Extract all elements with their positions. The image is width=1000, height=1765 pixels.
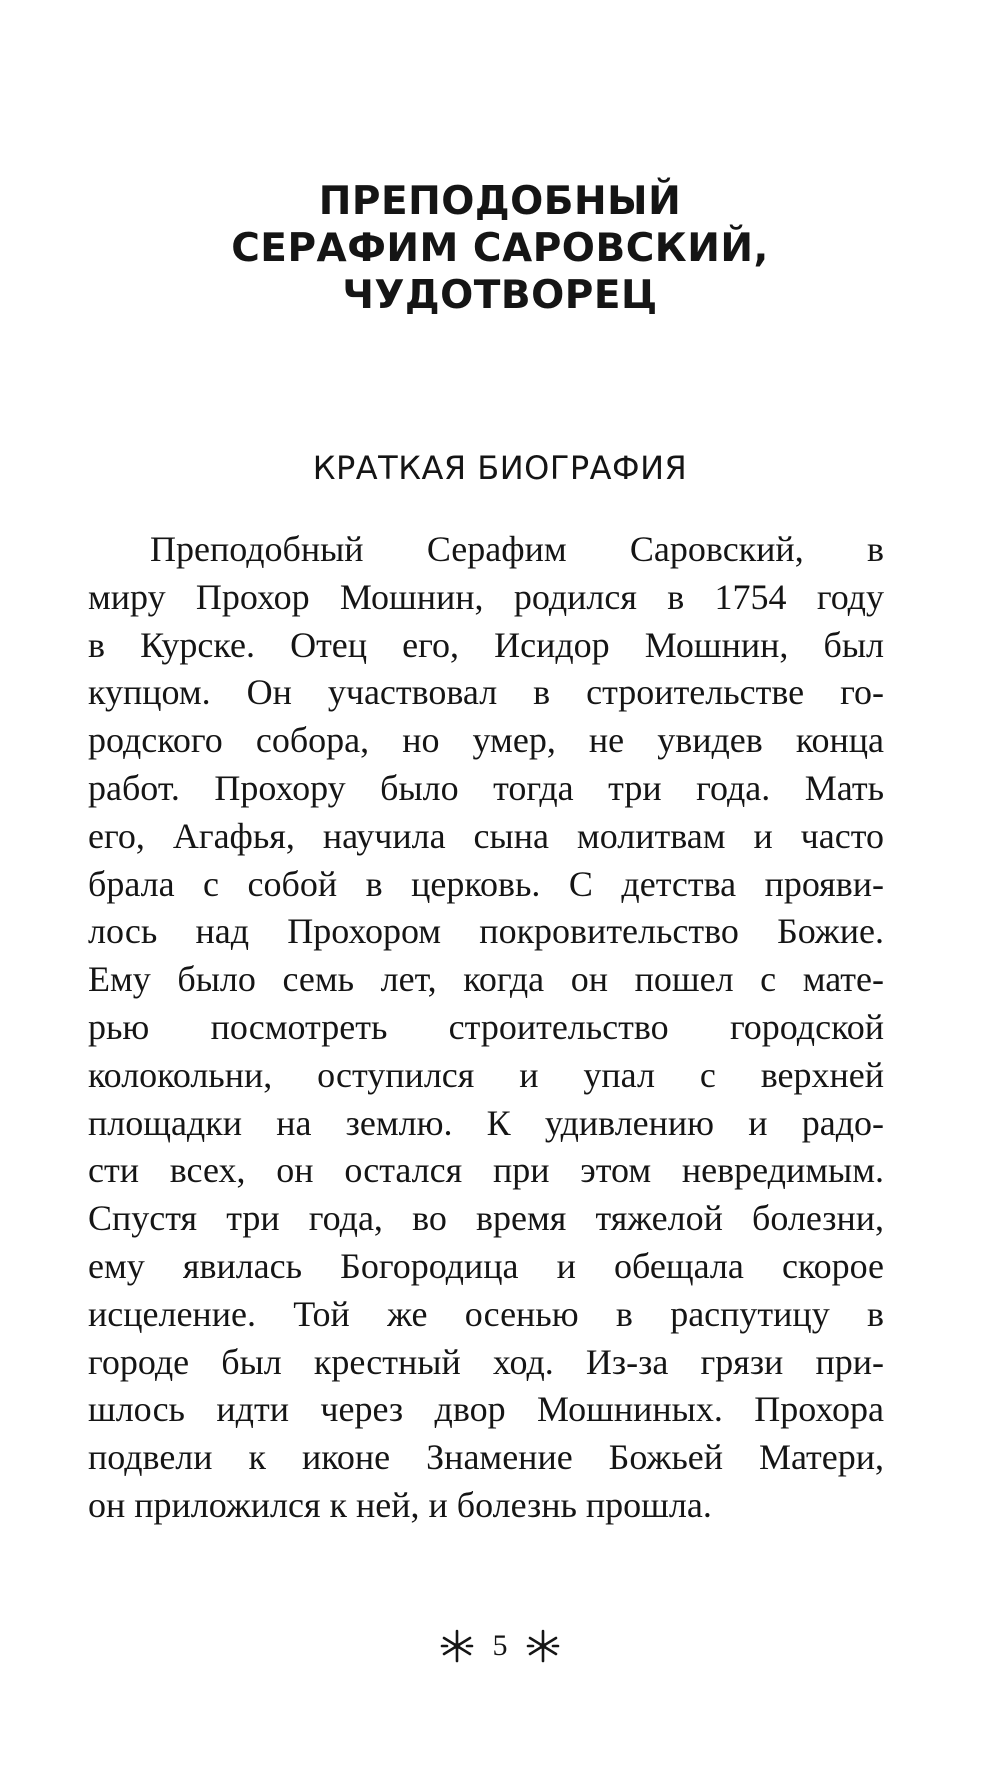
text-line: работ. Прохору было тогда три года. Мать — [88, 767, 884, 808]
text-line: брала с собой в церковь. С детства прояви- — [88, 863, 884, 904]
section-title: КРАТКАЯ БИОГРАФИЯ — [312, 449, 688, 487]
chapter-title — [0, 178, 1000, 319]
chapter-title-line: СЕРАФИМ САРОВСКИЙ, — [231, 226, 769, 271]
page-footer — [0, 1624, 1000, 1666]
text-line: ему явилась Богородица и обещала скорое — [88, 1245, 884, 1286]
text-line: подвели к иконе Знамение Божьей Матери, — [88, 1437, 884, 1478]
text-line: лось над Прохором покровительство Божие. — [88, 911, 884, 952]
chapter-title-line: ЧУДОТВОРЕЦ — [342, 273, 658, 318]
text-line: рью посмотреть строительство городской — [88, 1006, 884, 1047]
asterisk-ornament-icon — [525, 1628, 561, 1664]
text-line: в Курске. Отец его, Исидор Мошнин, был — [88, 624, 884, 665]
text-line: миру Прохор Мошнин, родился в 1754 году — [88, 576, 884, 617]
text-line: колокольни, оступился и упал с верхней — [88, 1054, 884, 1095]
text-line: шлось идти через двор Мошниных. Прохора — [88, 1389, 884, 1430]
text-line: городе был крестный ход. Из-за грязи при- — [88, 1341, 884, 1382]
asterisk-ornament-icon — [439, 1628, 475, 1664]
text-line: площадки на землю. К удивлению и радо- — [88, 1102, 884, 1143]
page-number: 5 — [492, 1629, 508, 1663]
text-line: купцом. Он участвовал в строительстве го- — [88, 672, 884, 713]
text-line: Преподобный Серафим Саровский, в — [150, 529, 884, 569]
text-line: он приложился к ней, и болезнь прошла. — [88, 1484, 712, 1525]
body-paragraph — [88, 526, 884, 1530]
text-line: родского собора, но умер, не увидев конца — [88, 720, 884, 761]
text-line: его, Агафья, научила сына молитвам и часто — [88, 815, 884, 856]
chapter-title-line: ПРЕПОДОБНЫЙ — [318, 179, 682, 224]
text-line: Ему было семь лет, когда он пошел с мате- — [88, 959, 884, 1000]
text-line: исцеление. Той же осенью в распутицу в — [88, 1293, 884, 1334]
text-line: Спустя три года, во время тяжелой болезни, — [88, 1198, 884, 1239]
text-line: сти всех, он остался при этом невредимым. — [88, 1150, 884, 1191]
